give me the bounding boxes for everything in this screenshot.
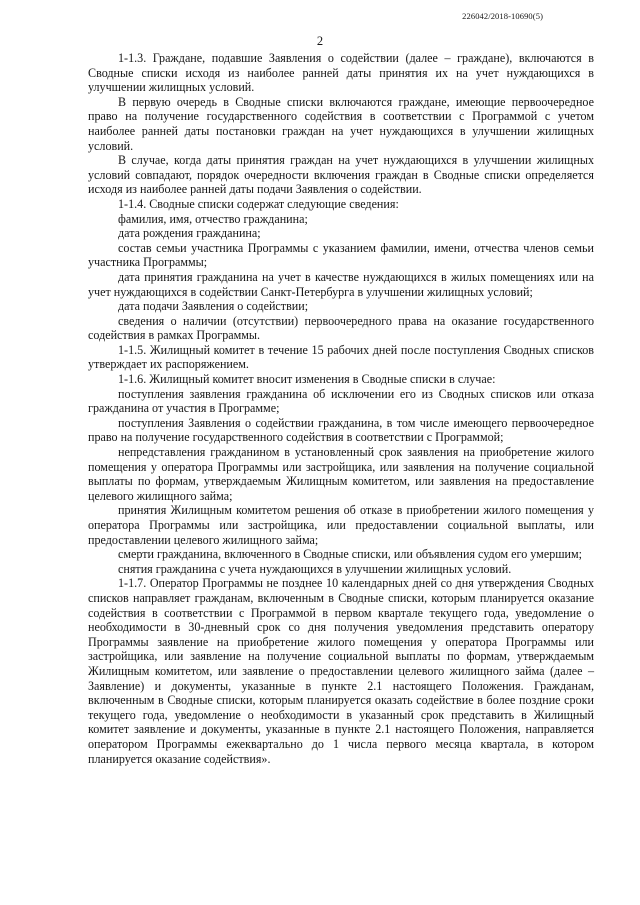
document-body — [88, 51, 594, 766]
paragraph-priority: В первую очередь в Сводные списки включаются граждане, имеющие первоочередное право на получение государственного содействия в соответствии с Программой с учетом наиболее ранней даты постановки граждан на учет нуждающихся в улучшении жилищных условий. — [88, 94, 594, 153]
list-item-application-date: дата подачи Заявления о содействии; — [118, 299, 309, 314]
paragraph-1-1-3: 1-1.3. Граждане, подавшие Заявления о содействии (далее – граждане), включаются в Сводные списки исходя из наиболее ранней даты принятия их на учет нуждающихся в улучшении жилищных условий. — [88, 51, 594, 95]
list-item-deregistration: снятия гражданина с учета нуждающихся в улучшении жилищных условий. — [118, 561, 512, 576]
list-item-birth-date: дата рождения гражданина; — [118, 226, 261, 241]
paragraph-same-dates: В случае, когда даты принятия граждан на учет нуждающихся в улучшении жилищных условий совпадают, порядок очередности включения граждан в Сводные списки определяется исходя из наиболее ранней даты подачи Заявления о содействии. — [88, 153, 594, 197]
list-item-full-name: фамилия, имя, отчество гражданина; — [118, 211, 308, 226]
list-item-family: состав семьи участника Программы с указанием фамилии, имени, отчества членов семьи участника Программы; — [88, 240, 594, 270]
paragraph-1-1-5: 1-1.5. Жилищный комитет в течение 15 рабочих дней после поступления Сводных списков утверждает их распоряжением. — [88, 342, 594, 372]
list-item-exclusion: поступления заявления гражданина об исключении его из Сводных списков или отказа гражданина от участия в Программе; — [88, 386, 594, 416]
list-item-non-submission: непредставления гражданином в установленный срок заявления на приобретение жилого помещения у оператора Программы или застройщика, или заявления на получение социальной выплаты по формам, утверждаемым Жилищным комитетом, или заявления на предоставление целевого жилищного займа; — [88, 445, 594, 503]
list-item-refusal: принятия Жилищным комитетом решения об отказе в приобретении жилого помещения у оператора Программы или застройщика, или предоставлении социальной выплаты, или предоставлении целевого жилищного займа; — [88, 503, 594, 547]
paragraph-1-1-6: 1-1.6. Жилищный комитет вносит изменения в Сводные списки в случае: — [118, 372, 496, 387]
paragraph-1-1-4: 1-1.4. Сводные списки содержат следующие сведения: — [118, 196, 399, 211]
list-item-priority-right: сведения о наличии (отсутствии) первоочередного права на оказание государственного содействия в рамках Программы. — [88, 313, 594, 343]
document-registration-number: 226042/2018-10690(5) — [462, 11, 543, 21]
page-number: 2 — [316, 34, 324, 48]
paragraph-1-1-7: 1-1.7. Оператор Программы не позднее 10 календарных дней со дня утверждения Сводных списков направляет гражданам, включенным в Сводные списки, которым планируется оказание содействия в соответствии с Программой в первом квартале текущего года, уведомление о необходимости в 30-дневный срок со дня получения уведомления представить оператору Программы заявление на приобретение жилого помещения у оператора Программы или застройщика, или заявление на получение социальной выплаты по формам, утверждаемым Жилищным комитетом, или заявление о предоставлении целевого жилищного займа (далее – Заявление) и документы, указанные в пункте 2.1 настоящего Положения. Гражданам, включенным в Сводные списки, которым планируется оказать содействие в более поздние сроки текущего года, уведомление о необходимости в указанный срок представить в Жилищный комитет заявление и документы, указанные в пункте 2.1 настоящего Положения, направляется оператором Программы ежеквартально до 1 числа первого месяца квартала, в котором планируется оказание содействия». — [88, 576, 594, 766]
list-item-death: смерти гражданина, включенного в Сводные списки, или объявления судом его умершим; — [118, 547, 583, 562]
list-item-registration-date: дата принятия гражданина на учет в качестве нуждающихся в жилых помещениях или на учет нуждающихся в содействии Санкт-Петербурга в улучшении жилищных условий; — [88, 269, 594, 299]
list-item-new-application: поступления Заявления о содействии гражданина, в том числе имеющего первоочередное право на получение государственного содействия в соответствии с Программой; — [88, 415, 594, 445]
